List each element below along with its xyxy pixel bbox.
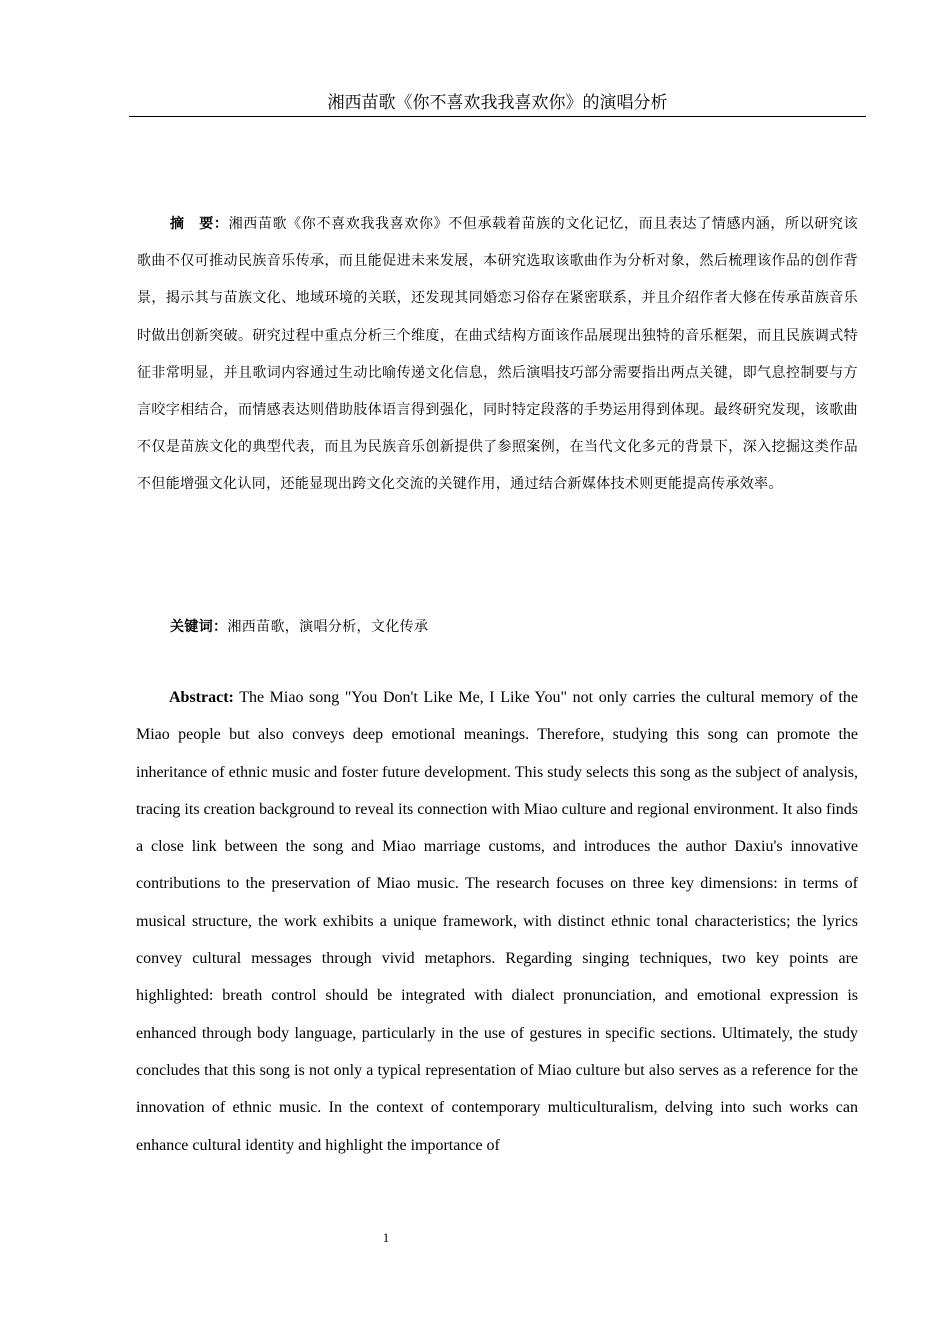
english-abstract-text: The Miao song "You Don't Like Me, I Like You" not only carries the cultural memory of the Miao people but also conveys deep emotional meanings. Therefore, studying this song can promote the inheritance of ethnic music and foster future development. This study selects this song as the subject of analysis, tracing its creation background to reveal its connection with Miao culture and regional environment. It also finds a close link between the song and Miao marriage customs, and introduces the author Daxiu's innovative contributions to the preservation of Miao music. The research focuses on three key dimensions: in terms of musical structure, the work exhibits a unique framework, with distinct ethnic tonal characteristics; the lyrics convey cultural messages through vivid metaphors. Regarding singing techniques, two key points are highlighted: breath control should be integrated with dialect pronunciation, and emotional expression is enhanced through body language, particularly in the use of gestures in specific sections. Ultimately, the study concludes that this song is not only a typical representation of Miao culture but also serves as a reference for the innovation of ethnic music. In the context of contemporary multiculturalism, delving into such works can enhance cultural identity and highlight the importance of <box>136 689 859 1154</box>
page-number: 1 <box>382 1230 390 1245</box>
running-header <box>129 92 866 117</box>
chinese-abstract-text: 湘西苗歌《你不喜欢我我喜欢你》不但承载着苗族的文化记忆，而且表达了情感内涵，所以研究该歌曲不仅可推动民族音乐传承，而且能促进未来发展，本研究选取该歌曲作为分析对象，然后梳理该作品的创作背景，揭示其与苗族文化、地域环境的关联，还发现其同婚恋习俗存在紧密联系，并且介绍作者大修在传承苗族音乐时做出创新突破。研究过程中重点分析三个维度，在曲式结构方面该作品展现出独特的音乐框架，而且民族调式特征非常明显，并且歌词内容通过生动比喻传递文化信息，然后演唱技巧部分需要指出两点关键，即气息控制要与方言咬字相结合，而情感表达则借助肢体语言得到强化，同时特定段落的手势运用得到体现。最终研究发现，该歌曲不仅是苗族文化的典型代表，而且为民族音乐创新提供了参照案例，在当代文化多元的背景下，深入挖掘这类作品不但能增强文化认同，还能显现出跨文化交流的关键作用，通过结合新媒体技术则更能提高传承效率。 <box>137 216 858 493</box>
chinese-keywords-label: 关键词： <box>170 619 228 635</box>
chinese-keywords-text: 湘西苗歌，演唱分析，文化传承 <box>227 619 429 635</box>
chinese-abstract-label: 摘 要： <box>170 216 229 232</box>
paper-title: 湘西苗歌《你不喜欢我我喜欢你》的演唱分析 <box>327 93 668 113</box>
chinese-keywords <box>137 612 858 642</box>
english-abstract <box>136 679 858 1164</box>
chinese-abstract <box>137 206 858 504</box>
english-abstract-label: Abstract: <box>169 689 234 706</box>
